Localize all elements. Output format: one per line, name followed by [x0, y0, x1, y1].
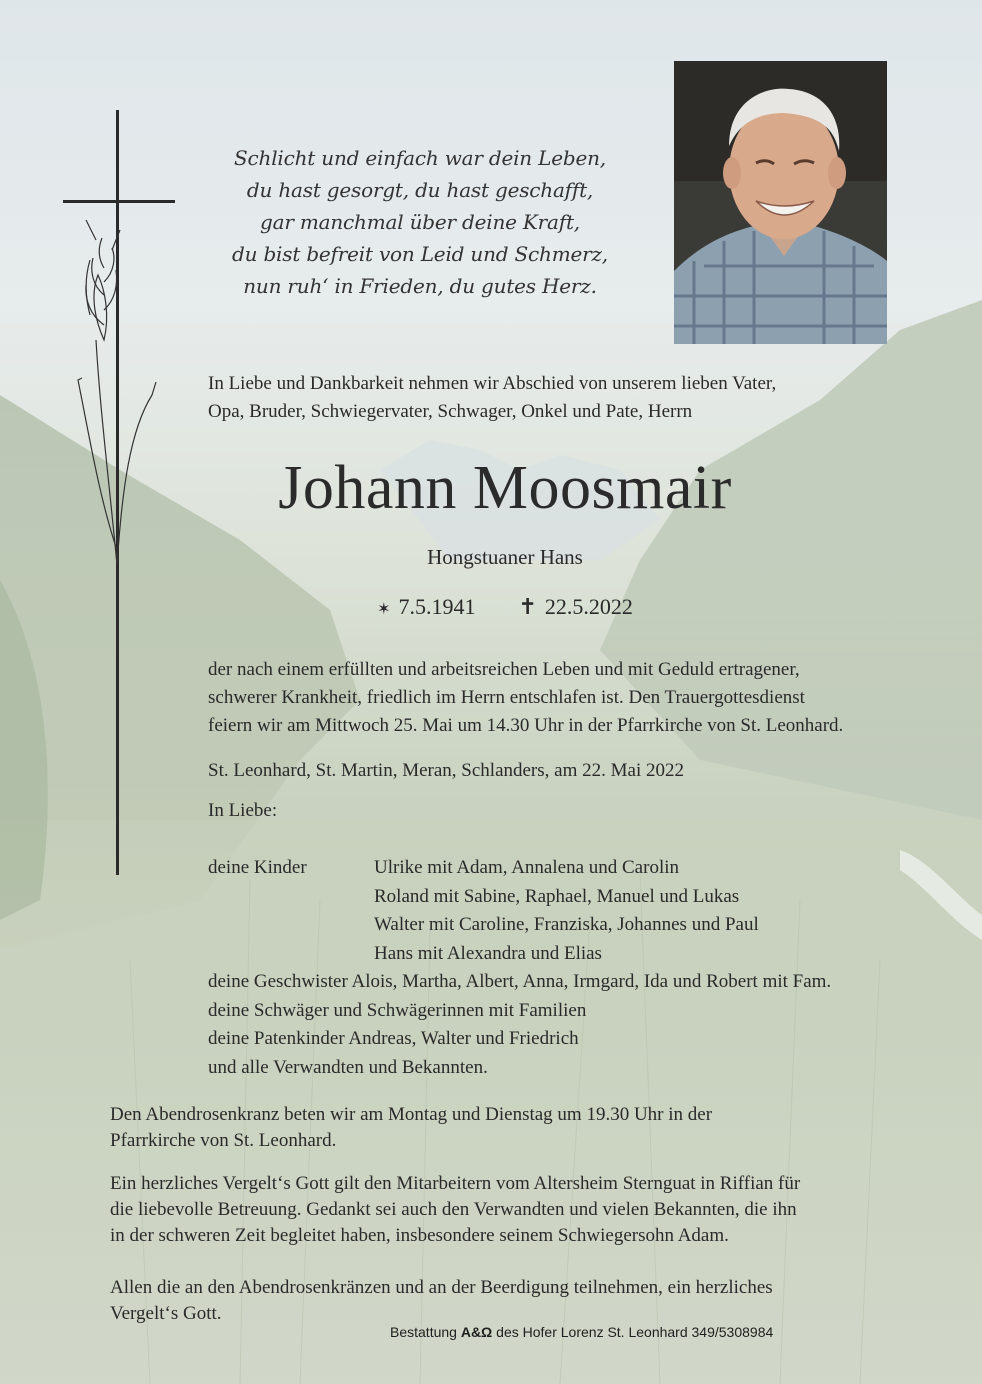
poem-line: nun ruh‘ in Frieden, du gutes Herz.	[243, 274, 597, 298]
rosenkranz-paragraph	[110, 1102, 930, 1154]
family-row	[208, 911, 831, 940]
kinder-entry: Walter mit Caroline, Franziska, Johannes und Paul	[374, 914, 759, 935]
death-date: 22.5.2022	[544, 594, 633, 619]
portrait-illustration	[674, 61, 887, 344]
paragraph-line: die liebevolle Betreuung. Gedankt sei auch den Verwandten und vielen Bekannten, die ihn	[110, 1199, 797, 1220]
family-entry: und alle Verwandten und Bekannten.	[208, 1056, 488, 1078]
body-line: feiern wir am Mittwoch 25. Mai um 14.30 Uhr in der Pfarrkirche von St. Leonhard.	[208, 715, 844, 736]
paragraph-line: Vergelt‘s Gott.	[110, 1303, 222, 1324]
kinder-label: deine Kinder	[208, 857, 307, 878]
body-line: der nach einem erfüllten und arbeitsreichen Leben und mit Geduld ertragener,	[208, 659, 800, 680]
body-text	[208, 656, 958, 740]
funeral-home-footer	[390, 1324, 773, 1340]
intro-line: In Liebe und Dankbarkeit nehmen wir Abschied von unserem lieben Vater,	[208, 373, 777, 394]
paragraph-line: Pfarrkirche von St. Leonhard.	[110, 1130, 337, 1151]
paragraph-line: Ein herzliches Vergelt‘s Gott gilt den Mitarbeitern vom Altersheim Sternguat in Riffian für	[110, 1173, 801, 1194]
birth-date: 7.5.1941	[398, 594, 476, 619]
poem-line: du bist befreit von Leid und Schmerz,	[232, 242, 608, 266]
footer-suffix: des Hofer Lorenz St. Leonhard 349/5308984	[492, 1324, 774, 1340]
poem-line: du hast gesorgt, du hast geschafft,	[246, 178, 594, 202]
family-entry: deine Schwäger und Schwägerinnen mit Familien	[208, 999, 587, 1021]
allen-paragraph	[110, 1275, 930, 1327]
family-list	[208, 854, 831, 1082]
intro-line: Opa, Bruder, Schwiegervater, Schwager, Onkel und Pate, Herrn	[208, 401, 693, 422]
in-liebe-label: In Liebe:	[208, 800, 278, 821]
life-dates	[0, 594, 982, 620]
paragraph-line: Den Abendrosenkranz beten wir am Montag und Dienstag um 19.30 Uhr in der	[110, 1104, 713, 1125]
body-line: schwerer Krankheit, friedlich im Herrn entschlafen ist. Den Trauergottesdienst	[208, 687, 805, 708]
footer-prefix: Bestattung	[390, 1324, 461, 1340]
family-row	[208, 883, 831, 912]
funeral-home-logo: A&Ω	[460, 1324, 493, 1340]
birth-star-icon: ✶	[377, 599, 391, 618]
intro-text	[208, 370, 908, 426]
family-entry: deine Geschwister Alois, Martha, Albert, Anna, Irmgard, Ida und Robert mit Fam.	[208, 971, 832, 992]
kinder-entry: Roland mit Sabine, Raphael, Manuel und Lukas	[374, 885, 740, 907]
poem-line: Schlicht und einfach war dein Leben,	[234, 146, 606, 170]
poem	[200, 142, 640, 302]
family-row	[208, 940, 831, 969]
nickname: Hongstuaner Hans	[427, 545, 583, 569]
kinder-entry: Hans mit Alexandra und Elias	[374, 942, 602, 964]
place-date: St. Leonhard, St. Martin, Meran, Schlanders, am 22. Mai 2022	[208, 760, 684, 781]
deceased-name: Johann Moosmair	[278, 454, 732, 522]
dank-paragraph	[110, 1171, 930, 1249]
kinder-entry: Ulrike mit Adam, Annalena und Carolin	[374, 857, 680, 878]
paragraph-line: Allen die an den Abendrosenkränzen und an der Beerdigung teilnehmen, ein herzliches	[110, 1277, 773, 1298]
portrait-photo	[674, 61, 887, 344]
family-entry: deine Patenkinder Andreas, Walter und Friedrich	[208, 1028, 579, 1049]
death-cross-icon: ✝	[518, 595, 537, 620]
paragraph-line: in der schweren Zeit begleitet haben, insbesondere seinem Schwiegersohn Adam.	[110, 1225, 729, 1246]
family-row	[208, 854, 831, 883]
poem-line: gar manchmal über deine Kraft,	[260, 210, 580, 234]
